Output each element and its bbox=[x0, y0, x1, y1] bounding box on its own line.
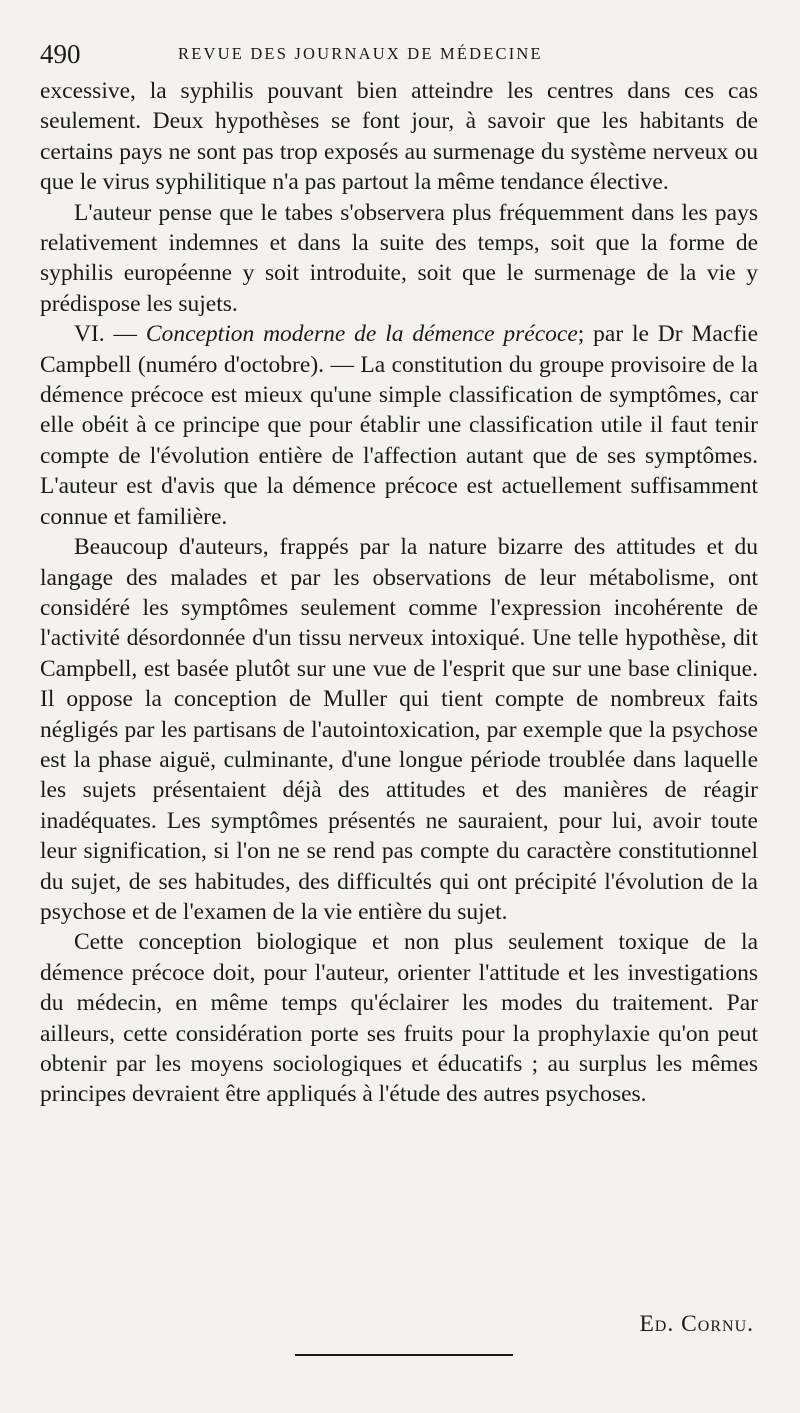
paragraph-conclusion: Cette conception biologique et non plus seulement toxique de la démence précoce doit, pour l'auteur, orienter l'attitude et les investigations du médecin, en même temps qu'éclairer les modes du traitement. Par ailleurs, cette considération porte ses fruits pour la prophylaxie qu'on peut obtenir par les moyens sociologiques et éducatifs ; au surplus les mêmes principes devraient être appliqués à l'étude des autres psychoses. bbox=[40, 929, 758, 1108]
page-number: 490 bbox=[40, 39, 81, 69]
end-rule bbox=[295, 1354, 513, 1356]
section-intro: ; par le Dr Macfie Campbell (numéro d'octobre). — La constitution du groupe provisoire de la démence précoce est mieux qu'une simple classification de symptômes, car elle obéit à ce principe que pour établir une classification utile il faut tenir compte de l'évolution entière de l'affection autant que de ses symptômes. L'auteur est d'avis que la démence précoce est actuellement suffisamment connue et familière. bbox=[40, 321, 758, 530]
paragraph-continuation: excessive, la syphilis pouvant bien atteindre les centres dans ces cas seulement. Deux hypothèses se font jour, à savoir que les habitants de certains pays ne sont pas trop exposés au surmenage du système nerveux ou que le virus syphilitique n'a pas partout la même tendance élective. bbox=[40, 78, 758, 196]
paragraph-authors: Beaucoup d'auteurs, frappés par la nature bizarre des attitudes et du langage des malades et par les observations de leur métabolisme, ont considéré les symptômes seulement comme l'expression incohérente de l'activité désordonnée d'un tissu nerveux intoxiqué. Une telle hypothèse, dit Campbell, est basée plutôt sur une vue de l'esprit que sur une base clinique. Il oppose la conception de Muller qui tient compte de nombreux faits négligés par les partisans de l'autointoxication, par exemple que la psychose est la phase aiguë, culminante, d'une longue période troublée dans laquelle les sujets présentaient déjà des attitudes et des manières de réagir inadéquates. Les symptômes présentés ne sauraient, pour lui, avoir toute leur signification, si l'on ne se rend pas compte du caractère constitutionnel du sujet, de ses habitudes, des difficultés qui ont précipité l'évolution de la psychose et de l'examen de la vie entière du sujet. bbox=[40, 534, 758, 925]
section-number: VI. — bbox=[74, 321, 146, 348]
section-title: Conception moderne de la démence précoce bbox=[145, 321, 578, 348]
journal-title: REVUE DES JOURNAUX DE MÉDECINE bbox=[178, 44, 543, 63]
running-head bbox=[40, 38, 760, 70]
paragraph-tabes: L'auteur pense que le tabes s'observera plus fréquemment dans les pays relativement indemnes et dans la suite des temps, soit que la forme de syphilis européenne y soit introduite, soit que le surmenage de la vie y prédispose les sujets. bbox=[40, 199, 758, 317]
article-body bbox=[40, 76, 758, 1110]
paragraph-section-vi bbox=[40, 319, 758, 532]
author-signature: Ed. Cornu. bbox=[639, 1311, 754, 1337]
